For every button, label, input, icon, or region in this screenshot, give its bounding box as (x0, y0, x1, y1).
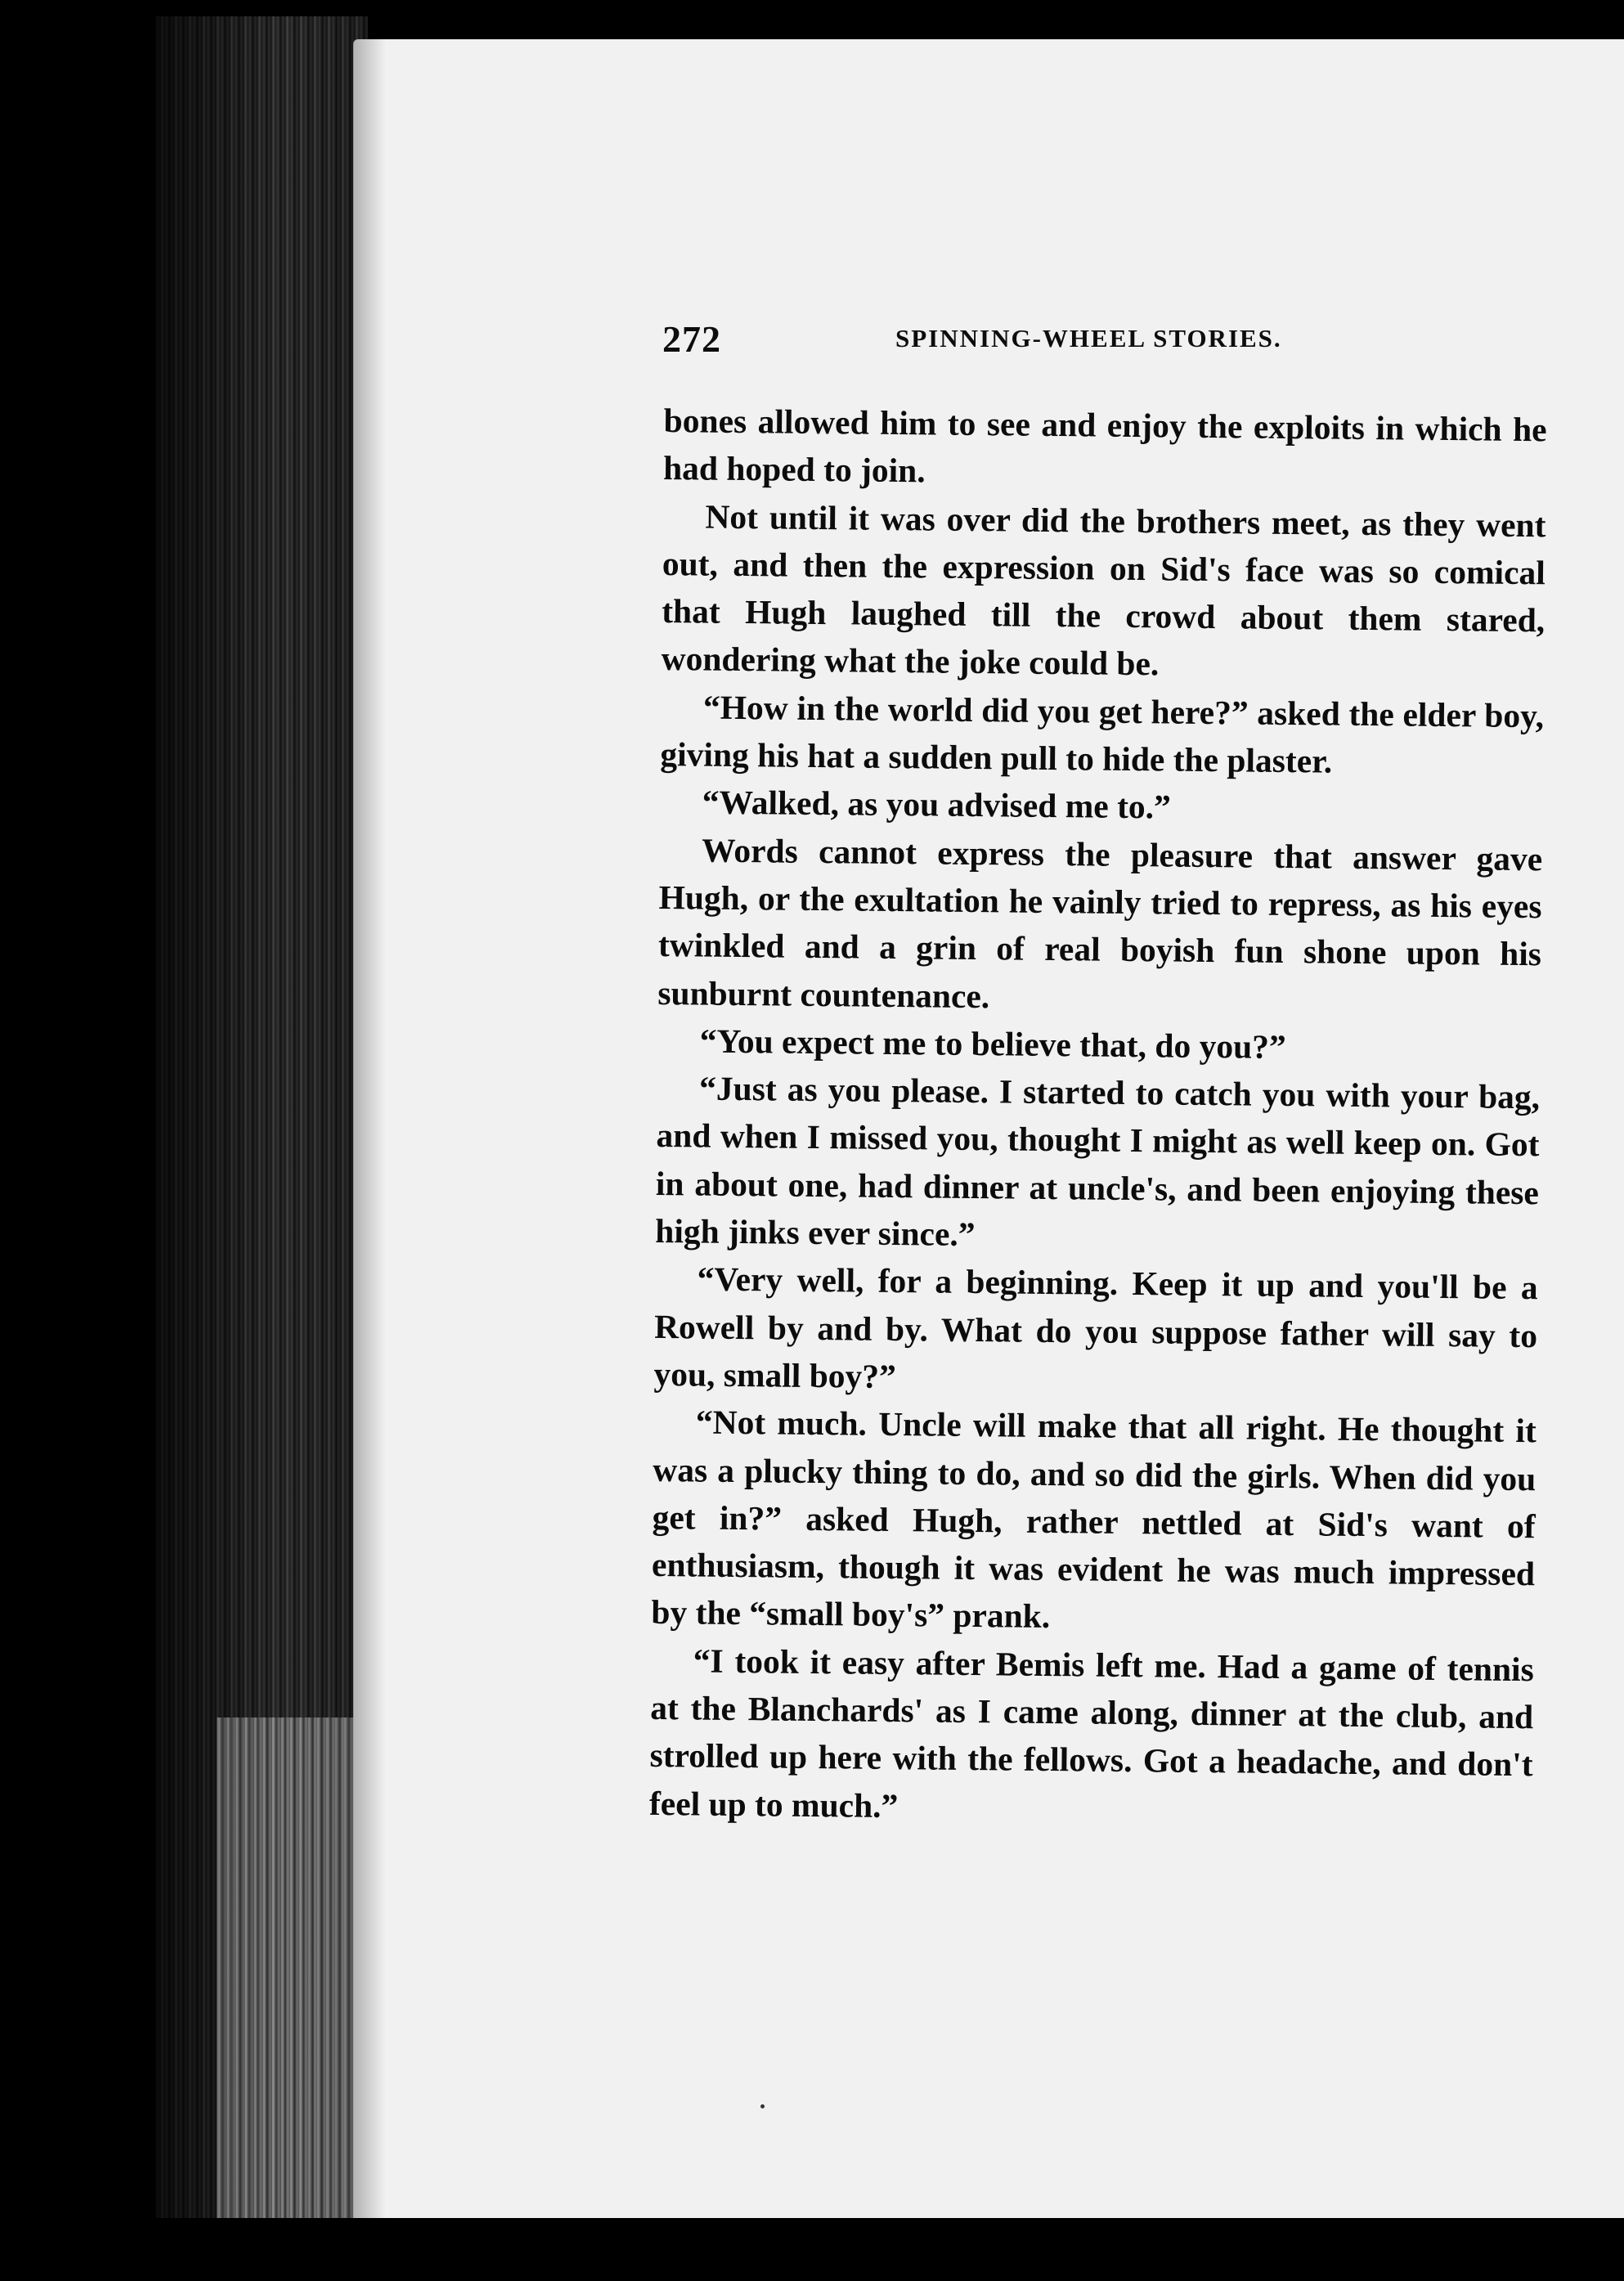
paragraph-4: “Walked, as you advised me to.” (702, 783, 1172, 826)
bottom-background (0, 2218, 1624, 2281)
paragraph-3: “How in the world did you get here?” asked the elder boy, giving his hat a sudden pull to hide the plaster. (660, 688, 1545, 780)
paragraph-6: “You expect me to believe that, do you?” (699, 1022, 1286, 1066)
running-title: SPINNING-WHEEL STORIES. (895, 324, 1282, 352)
running-head (662, 317, 1562, 366)
body-text (649, 397, 1547, 1836)
page-number: 272 (662, 318, 721, 360)
paragraph-10: “I took it easy after Bemis left me. Had a game of tennis at the Blanchards' as I came along, dinner at the club, and strolled up here with the fellows. Got a headache, and don't feel up to much.” (648, 1641, 1535, 1825)
paragraph-8: “Very well, for a beginning. Keep it up and you'll be a Rowell by and by. What do you suppose father will say to you, small boy?” (653, 1259, 1538, 1395)
paragraph-9: “Not much. Uncle will make that all right. He thought it was a plucky thing to do, and so did the girls. When did you get in?” asked Hugh, rather nettled at Sid's want of enthusiasm, though it was evident he was much impressed by the “small boy's” prank. (651, 1403, 1537, 1636)
page-gutter-shadow (353, 39, 386, 2219)
page-edges-highlight (217, 1717, 364, 2241)
paragraph-2: Not until it was over did the brothers meet, as they went out, and then the expression on Sid's face was so comical that Hugh laughed till the crowd about them stared, wondering what the joke could be. (661, 497, 1546, 683)
paragraph-5: Words cannot express the pleasure that answer gave Hugh, or the exultation he vainly tried to repress, as his eyes twinkled and a grin of real boyish fun shone upon his sunburnt countenance. (657, 831, 1543, 1015)
paragraph-7: “Just as you please. I started to catch you with your bag, and when I missed you, thought I might as well keep on. Got in about one, had dinner at uncle's, and been enjoying these high jinks ever since.” (655, 1069, 1541, 1254)
paper-speck (760, 2104, 765, 2108)
paragraph-1: bones allowed him to see and enjoy the exploits in which he had hoped to join. (662, 401, 1547, 490)
